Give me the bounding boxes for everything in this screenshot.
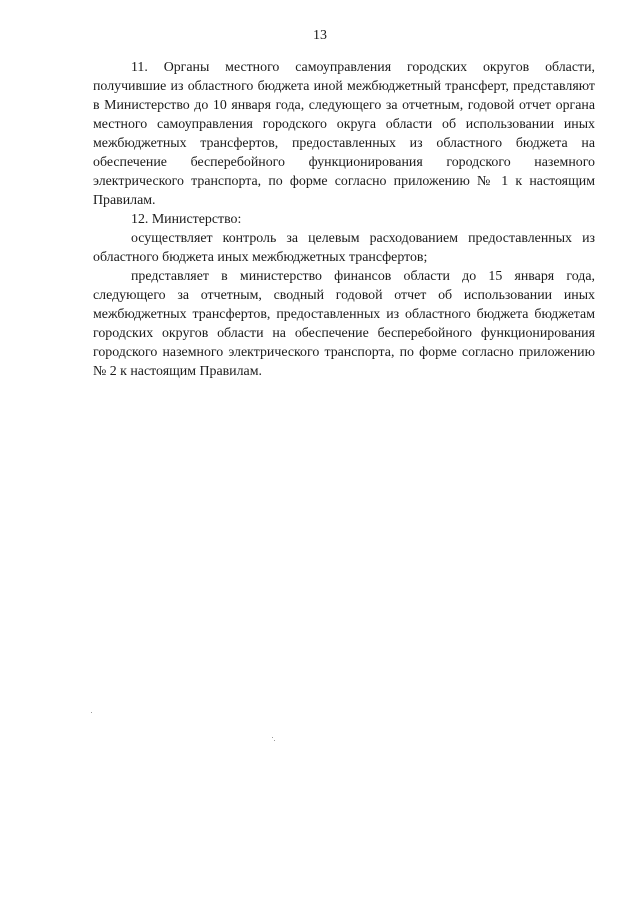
scan-artifact <box>274 740 275 741</box>
document-body <box>93 58 595 381</box>
paragraph-12-heading: 12. Министерство: <box>131 212 242 227</box>
paragraph-report: представляет в министерство финансов области до 15 января года, следующего за отчетным, сводный годовой отчет об использовании иных межбюджетных трансфертов, предоставленных из областного бюджета бюджетам городских округов области на обеспечение бесперебойного функционирования городского наземного электрического транспорта, по форме согласно приложению № 2 к настоящим Правилам. <box>93 269 595 379</box>
scan-artifact <box>272 737 273 738</box>
page-number: 13 <box>313 28 327 43</box>
paragraph-11: 11. Органы местного самоуправления городских округов области, получившие из областного бюджета иной межбюджетный трансферт, представляют в Министерство до 10 января года, следующего за отчетным, годовой отчет органа местного самоуправления городского округа области об использовании иных межбюджетных трансфертов, предоставленных из областного бюджета на обеспечение бесперебойного функционирования городского наземного электрического транспорта, по форме согласно приложению № 1 к настоящим Правилам. <box>93 60 595 208</box>
scan-artifact <box>91 712 92 713</box>
paragraph-control: осуществляет контроль за целевым расходованием предоставленных из областного бюджета иных межбюджетных трансфертов; <box>93 231 595 265</box>
